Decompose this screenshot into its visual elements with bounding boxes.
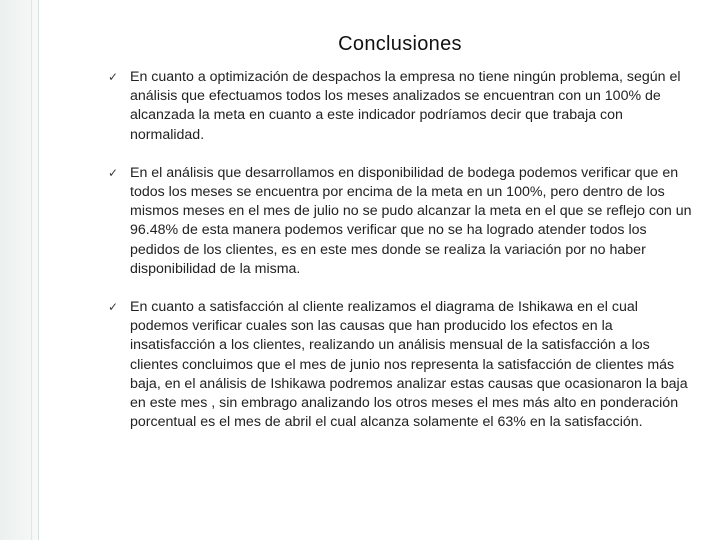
bullet-text: En el análisis que desarrollamos en disponibilidad de bodega podemos verificar que en todos los meses se encuentra por encima de la meta en un 100%, pero dentro de los mismos meses en el mes de julio no se pudo alcanzar la meta en el que se reflejo con un 96.48% de esta manera podemos verificar que no se ha logrado atender todos los pedidos de los clientes, es en este mes donde se realiza la variación por no haber disponibilidad de la misma.: [130, 164, 692, 277]
slide-title: Conclusiones: [338, 33, 462, 55]
check-mark-icon: ✓: [108, 70, 119, 84]
bullet-item-1: [108, 68, 700, 145]
check-mark-icon: ✓: [108, 165, 119, 180]
bullet-text: En cuanto a optimización de despachos la empresa no tiene ningún problema, según el análisis que efectuamos todos los meses analizados se encuentran con un 100% de alcanzada la meta en cuanto a este indicador podríamos decir que trabaja con normalidad.: [130, 69, 681, 143]
bullet-item-2: [108, 164, 700, 279]
bullet-list: [108, 68, 700, 432]
bullet-text: En cuanto a satisfacción al cliente realizamos el diagrama de Ishikawa en el cual podemos verificar cuales son las causas que han producido los efectos en la insatisfacción a los clientes, realizando un análisis mensual de la satisfacción a los clientes concluimos que el mes de junio nos representa la satisfacción de clientes más baja, en el análisis de Ishikawa podremos analizar estas causas que ocasionaron la baja en este mes , sin embrago analizando los otros meses el mes más alto en ponderación porcentual es el mes de abril el cual alcanza solamente el 63% en la satisfacción.: [130, 299, 688, 431]
bullet-item-3: [108, 298, 700, 432]
check-mark-icon: ✓: [108, 300, 119, 315]
decorative-side-bar: [0, 0, 39, 540]
side-bar-line: [31, 0, 32, 540]
